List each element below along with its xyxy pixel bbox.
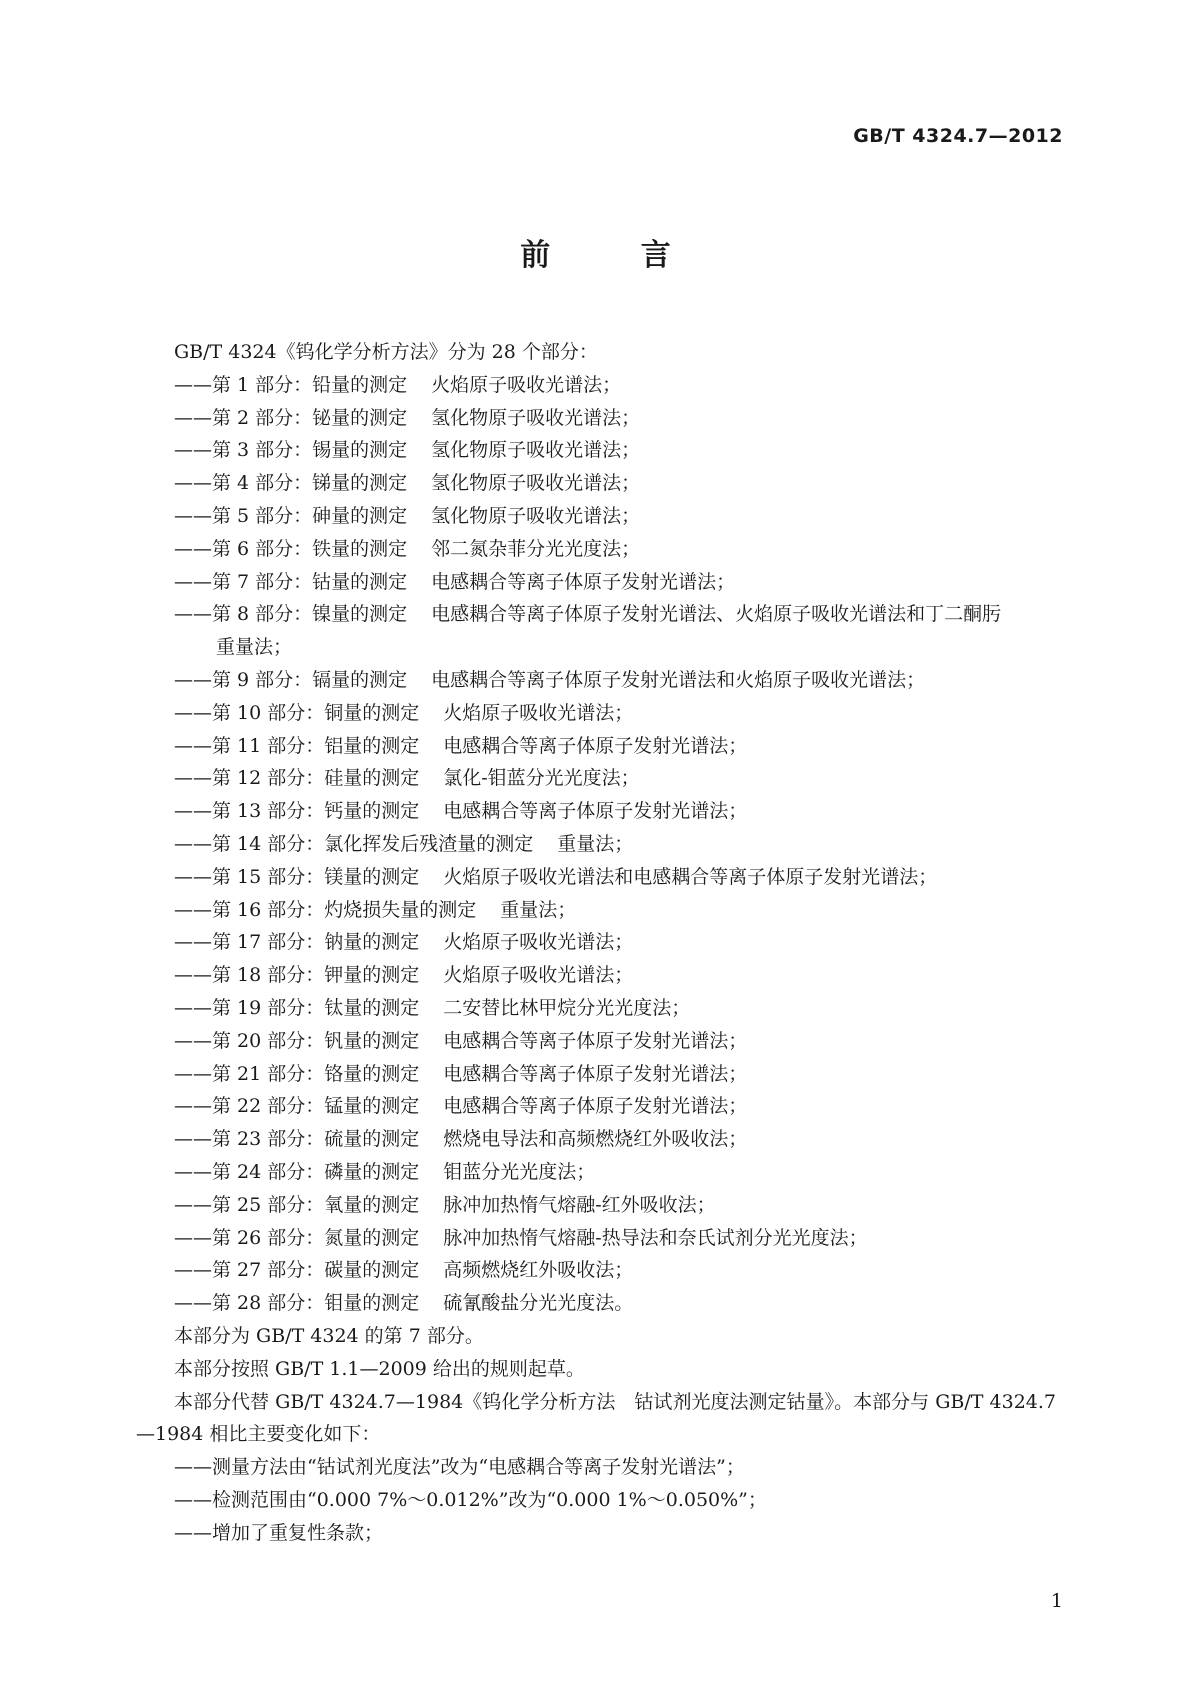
part-label: ——第 19 部分：钛量的测定 bbox=[174, 996, 420, 1019]
list-item bbox=[136, 861, 1056, 894]
part-method: 火焰原子吸收光谱法； bbox=[443, 701, 634, 724]
list-item bbox=[136, 762, 1056, 795]
statement-drafting-rule: 本部分按照 GB/T 1.1—2009 给出的规则起草。 bbox=[174, 1357, 585, 1380]
list-item bbox=[136, 828, 1056, 861]
list-item bbox=[136, 1222, 1056, 1255]
list-item bbox=[136, 500, 1056, 533]
intro-line: GB/T 4324《钨化学分析方法》分为 28 个部分： bbox=[174, 341, 598, 363]
part-label: ——第 11 部分：铝量的测定 bbox=[174, 734, 420, 757]
list-item bbox=[136, 598, 1056, 631]
part-label: ——第 12 部分：硅量的测定 bbox=[174, 767, 420, 790]
change-item: ——测量方法由“钴试剂光度法”改为“电感耦合等离子发射光谱法”； bbox=[174, 1456, 745, 1479]
list-item bbox=[136, 1090, 1056, 1123]
part-method: 电感耦合等离子体原子发射光谱法； bbox=[443, 1095, 748, 1118]
part-method: 脉冲加热惰气熔融-热导法和奈氏试剂分光光度法； bbox=[443, 1226, 868, 1249]
foreword-body bbox=[136, 336, 1056, 1549]
part-method: 电感耦合等离子体原子发射光谱法和火焰原子吸收光谱法； bbox=[431, 668, 926, 691]
part-method: 电感耦合等离子体原子发射光谱法； bbox=[443, 734, 748, 757]
part-method: 电感耦合等离子体原子发射光谱法； bbox=[443, 800, 748, 823]
list-item bbox=[136, 566, 1056, 599]
part-label: ——第 21 部分：铬量的测定 bbox=[174, 1062, 420, 1085]
part-label: ——第 26 部分：氮量的测定 bbox=[174, 1226, 420, 1249]
part-method: 电感耦合等离子体原子发射光谱法； bbox=[443, 1029, 748, 1052]
part-method: 氢化物原子吸收光谱法； bbox=[431, 472, 641, 495]
part-label: ——第 8 部分：镍量的测定 bbox=[174, 603, 408, 626]
list-item bbox=[136, 926, 1056, 959]
part-method: 火焰原子吸收光谱法； bbox=[443, 964, 634, 987]
list-item bbox=[136, 992, 1056, 1025]
list-item-continuation: 重量法； bbox=[216, 636, 293, 659]
part-label: ——第 17 部分：钠量的测定 bbox=[174, 931, 420, 954]
list-item bbox=[136, 1058, 1056, 1091]
part-label: ——第 23 部分：硫量的测定 bbox=[174, 1128, 420, 1151]
part-label: ——第 1 部分：铅量的测定 bbox=[174, 373, 408, 396]
part-method: 钼蓝分光光度法； bbox=[443, 1160, 596, 1183]
part-label: ——第 13 部分：钙量的测定 bbox=[174, 800, 420, 823]
part-method: 氯化-钼蓝分光光度法； bbox=[443, 767, 640, 790]
part-method: 二安替比林甲烷分光光度法； bbox=[443, 996, 691, 1019]
list-item bbox=[136, 467, 1056, 500]
part-label: ——第 14 部分：氯化挥发后残渣量的测定 bbox=[174, 832, 534, 855]
part-label: ——第 7 部分：钴量的测定 bbox=[174, 570, 408, 593]
part-label: ——第 27 部分：碳量的测定 bbox=[174, 1259, 420, 1282]
statement-part-number: 本部分为 GB/T 4324 的第 7 部分。 bbox=[174, 1324, 484, 1347]
page-number: 1 bbox=[1050, 1590, 1063, 1612]
part-method: 高频燃烧红外吸收法； bbox=[443, 1259, 634, 1282]
part-method: 氢化物原子吸收光谱法； bbox=[431, 439, 641, 462]
change-item: ——检测范围由“0.000 7%～0.012%”改为“0.000 1%～0.050%”； bbox=[174, 1488, 767, 1511]
list-item bbox=[136, 1156, 1056, 1189]
list-item bbox=[136, 894, 1056, 927]
part-label: ——第 25 部分：氧量的测定 bbox=[174, 1193, 420, 1216]
part-method: 重量法； bbox=[500, 898, 577, 921]
part-method: 氢化物原子吸收光谱法； bbox=[431, 406, 641, 429]
list-item bbox=[136, 795, 1056, 828]
part-method: 脉冲加热惰气熔融-红外吸收法； bbox=[443, 1193, 716, 1216]
part-method: 火焰原子吸收光谱法； bbox=[431, 373, 622, 396]
part-method: 重量法； bbox=[557, 832, 634, 855]
list-item bbox=[136, 1254, 1056, 1287]
list-item bbox=[136, 533, 1056, 566]
list-item bbox=[136, 697, 1056, 730]
part-method: 火焰原子吸收光谱法和电感耦合等离子体原子发射光谱法； bbox=[443, 865, 938, 888]
part-label: ——第 4 部分：锑量的测定 bbox=[174, 472, 408, 495]
parts-list bbox=[136, 369, 1056, 1320]
part-label: ——第 24 部分：磷量的测定 bbox=[174, 1160, 420, 1183]
part-method: 电感耦合等离子体原子发射光谱法； bbox=[431, 570, 736, 593]
part-label: ——第 18 部分：钾量的测定 bbox=[174, 964, 420, 987]
part-method: 邻二氮杂菲分光光度法； bbox=[431, 537, 641, 560]
list-item bbox=[136, 730, 1056, 763]
part-method: 硫氰酸盐分光光度法。 bbox=[443, 1292, 634, 1315]
list-item bbox=[136, 1287, 1056, 1320]
standard-number: GB/T 4324.7—2012 bbox=[853, 125, 1063, 147]
part-method: 火焰原子吸收光谱法； bbox=[443, 931, 634, 954]
list-item bbox=[136, 1123, 1056, 1156]
part-label: ——第 16 部分：灼烧损失量的测定 bbox=[174, 898, 477, 921]
part-method: 电感耦合等离子体原子发射光谱法、火焰原子吸收光谱法和丁二酮肟 bbox=[431, 603, 1002, 626]
list-item bbox=[136, 1189, 1056, 1222]
part-label: ——第 20 部分：钒量的测定 bbox=[174, 1029, 420, 1052]
list-item bbox=[136, 434, 1056, 467]
part-label: ——第 28 部分：钼量的测定 bbox=[174, 1292, 420, 1315]
list-item bbox=[136, 959, 1056, 992]
part-label: ——第 3 部分：锡量的测定 bbox=[174, 439, 408, 462]
list-item bbox=[136, 369, 1056, 402]
part-label: ——第 22 部分：锰量的测定 bbox=[174, 1095, 420, 1118]
part-label: ——第 10 部分：铜量的测定 bbox=[174, 701, 420, 724]
page-title: 前 言 bbox=[520, 238, 711, 273]
list-item bbox=[136, 664, 1056, 697]
list-item bbox=[136, 1025, 1056, 1058]
replaces-paragraph: 本部分代替 GB/T 4324.7—1984《钨化学分析方法 钴试剂光度法测定钴量》。本部分与 GB/T 4324.7—1984 相比主要变化如下： bbox=[136, 1390, 1056, 1446]
part-label: ——第 15 部分：镁量的测定 bbox=[174, 865, 420, 888]
part-label: ——第 2 部分：铋量的测定 bbox=[174, 406, 408, 429]
part-method: 氢化物原子吸收光谱法； bbox=[431, 504, 641, 527]
part-label: ——第 6 部分：铁量的测定 bbox=[174, 537, 408, 560]
part-label: ——第 5 部分：砷量的测定 bbox=[174, 504, 408, 527]
part-method: 电感耦合等离子体原子发射光谱法； bbox=[443, 1062, 748, 1085]
part-label: ——第 9 部分：镉量的测定 bbox=[174, 668, 408, 691]
change-item: ——增加了重复性条款； bbox=[174, 1521, 384, 1544]
list-item bbox=[136, 402, 1056, 435]
part-method: 燃烧电导法和高频燃烧红外吸收法； bbox=[443, 1128, 748, 1151]
